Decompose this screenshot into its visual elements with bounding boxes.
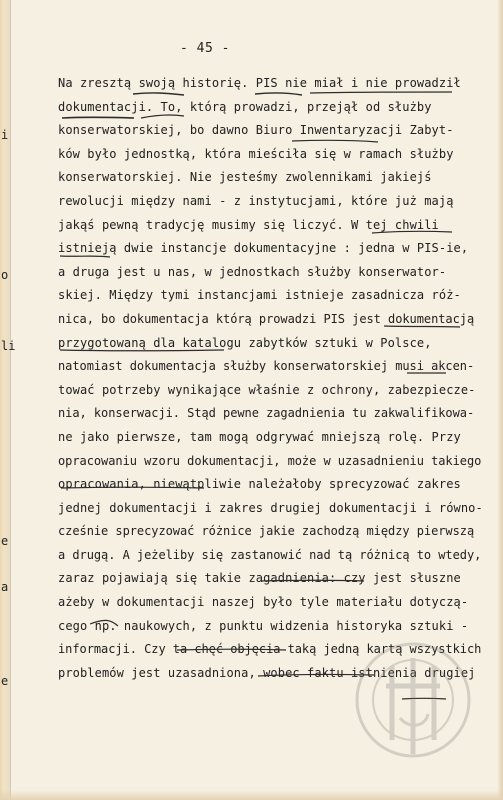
typed-text-block bbox=[58, 72, 483, 685]
text-line: opracowania, niewątpliwie należałoby sprecyzować zakres bbox=[58, 477, 461, 492]
text-line: ne jako pierwsze, tam mogą odgrywać mniejszą rolę. Przy bbox=[58, 429, 461, 444]
text-line: a druga jest u nas, w jednostkach służby konserwator- bbox=[58, 264, 447, 279]
text-line: natomiast dokumentacja służby konserwatorskiej musi akcen- bbox=[58, 359, 475, 374]
text-line: opracowaniu wzoru dokumentacji, może w uzasadnieniu takiego bbox=[58, 453, 482, 468]
text-line: konserwatorskiej. Nie jesteśmy zwolennikami jakiejś bbox=[58, 170, 432, 185]
adjacent-page-fragment: e bbox=[1, 674, 9, 688]
right-page-edge bbox=[497, 0, 503, 800]
adjacent-page-fragment: o bbox=[1, 268, 9, 282]
adjacent-page-fragment: a bbox=[1, 580, 9, 594]
text-line: nia, konserwacji. Stąd pewne zagadnienia tu zakwalifikowa- bbox=[58, 406, 475, 421]
text-line: konserwatorskiej, bo dawno Biuro Inwentaryzacji Zabyt- bbox=[58, 123, 454, 138]
text-line: jakąś pewną tradycję musimy się liczyć. W tej chwili bbox=[58, 217, 439, 232]
text-line: cego np. naukowych, z punktu widzenia historyka sztuki - bbox=[58, 618, 469, 633]
text-line: nica, bo dokumentacja którą prowadzi PIS jest dokumentacją bbox=[58, 311, 475, 326]
text-line: ażeby w dokumentacji naszej było tyle materiału dotyczą- bbox=[58, 595, 469, 610]
page-number: - 45 - bbox=[180, 41, 230, 56]
text-line: problemów jest uzasadniona, wobec faktu istnienia drugiej bbox=[58, 665, 476, 680]
text-line: tować potrzeby wynikające właśnie z ochrony, zabezpiecze- bbox=[58, 382, 476, 397]
text-line: skiej. Między tymi instancjami istnieje zasadnicza róż- bbox=[58, 288, 461, 303]
text-line: informacji. Czy ta chęć objęcia taką jedną kartą wszystkich bbox=[58, 642, 482, 657]
text-line: istnieją dwie instancje dokumentacyjne : jedna w PIS-ie, bbox=[58, 241, 469, 256]
text-line: Na zresztą swoją historię. PIS nie miał i nie prowadził bbox=[58, 76, 461, 90]
text-line: dokumentacji. To, którą prowadzi, przejął od służby bbox=[58, 99, 432, 114]
adjacent-page-fragment: i bbox=[1, 128, 9, 142]
text-line: cześnie sprecyzować różnice jakie zachodzą między pierwszą bbox=[58, 524, 475, 539]
text-line: jednej dokumentacji i zakres drugiej dokumentacji i równo- bbox=[58, 500, 483, 515]
text-line: przygotowaną dla katalogu zabytków sztuki w Polsce, bbox=[58, 335, 432, 350]
adjacent-page-fragment: e bbox=[1, 534, 9, 548]
text-line: a drugą. A jeżeliby się zastanowić nad tą różnicą to wtedy, bbox=[58, 547, 482, 562]
text-line: ków było jednostką, która mieściła się w ramach służby bbox=[58, 146, 454, 161]
bottom-page-edge bbox=[0, 790, 503, 800]
adjacent-page-fragment: li bbox=[1, 339, 16, 353]
adjacent-page-fragments bbox=[1, 0, 17, 800]
text-line: zaraz pojawiają się takie zagadnienia: czy jest słuszne bbox=[58, 571, 461, 586]
text-line: rewolucji między nami - z instytucjami, które już mają bbox=[58, 193, 454, 208]
